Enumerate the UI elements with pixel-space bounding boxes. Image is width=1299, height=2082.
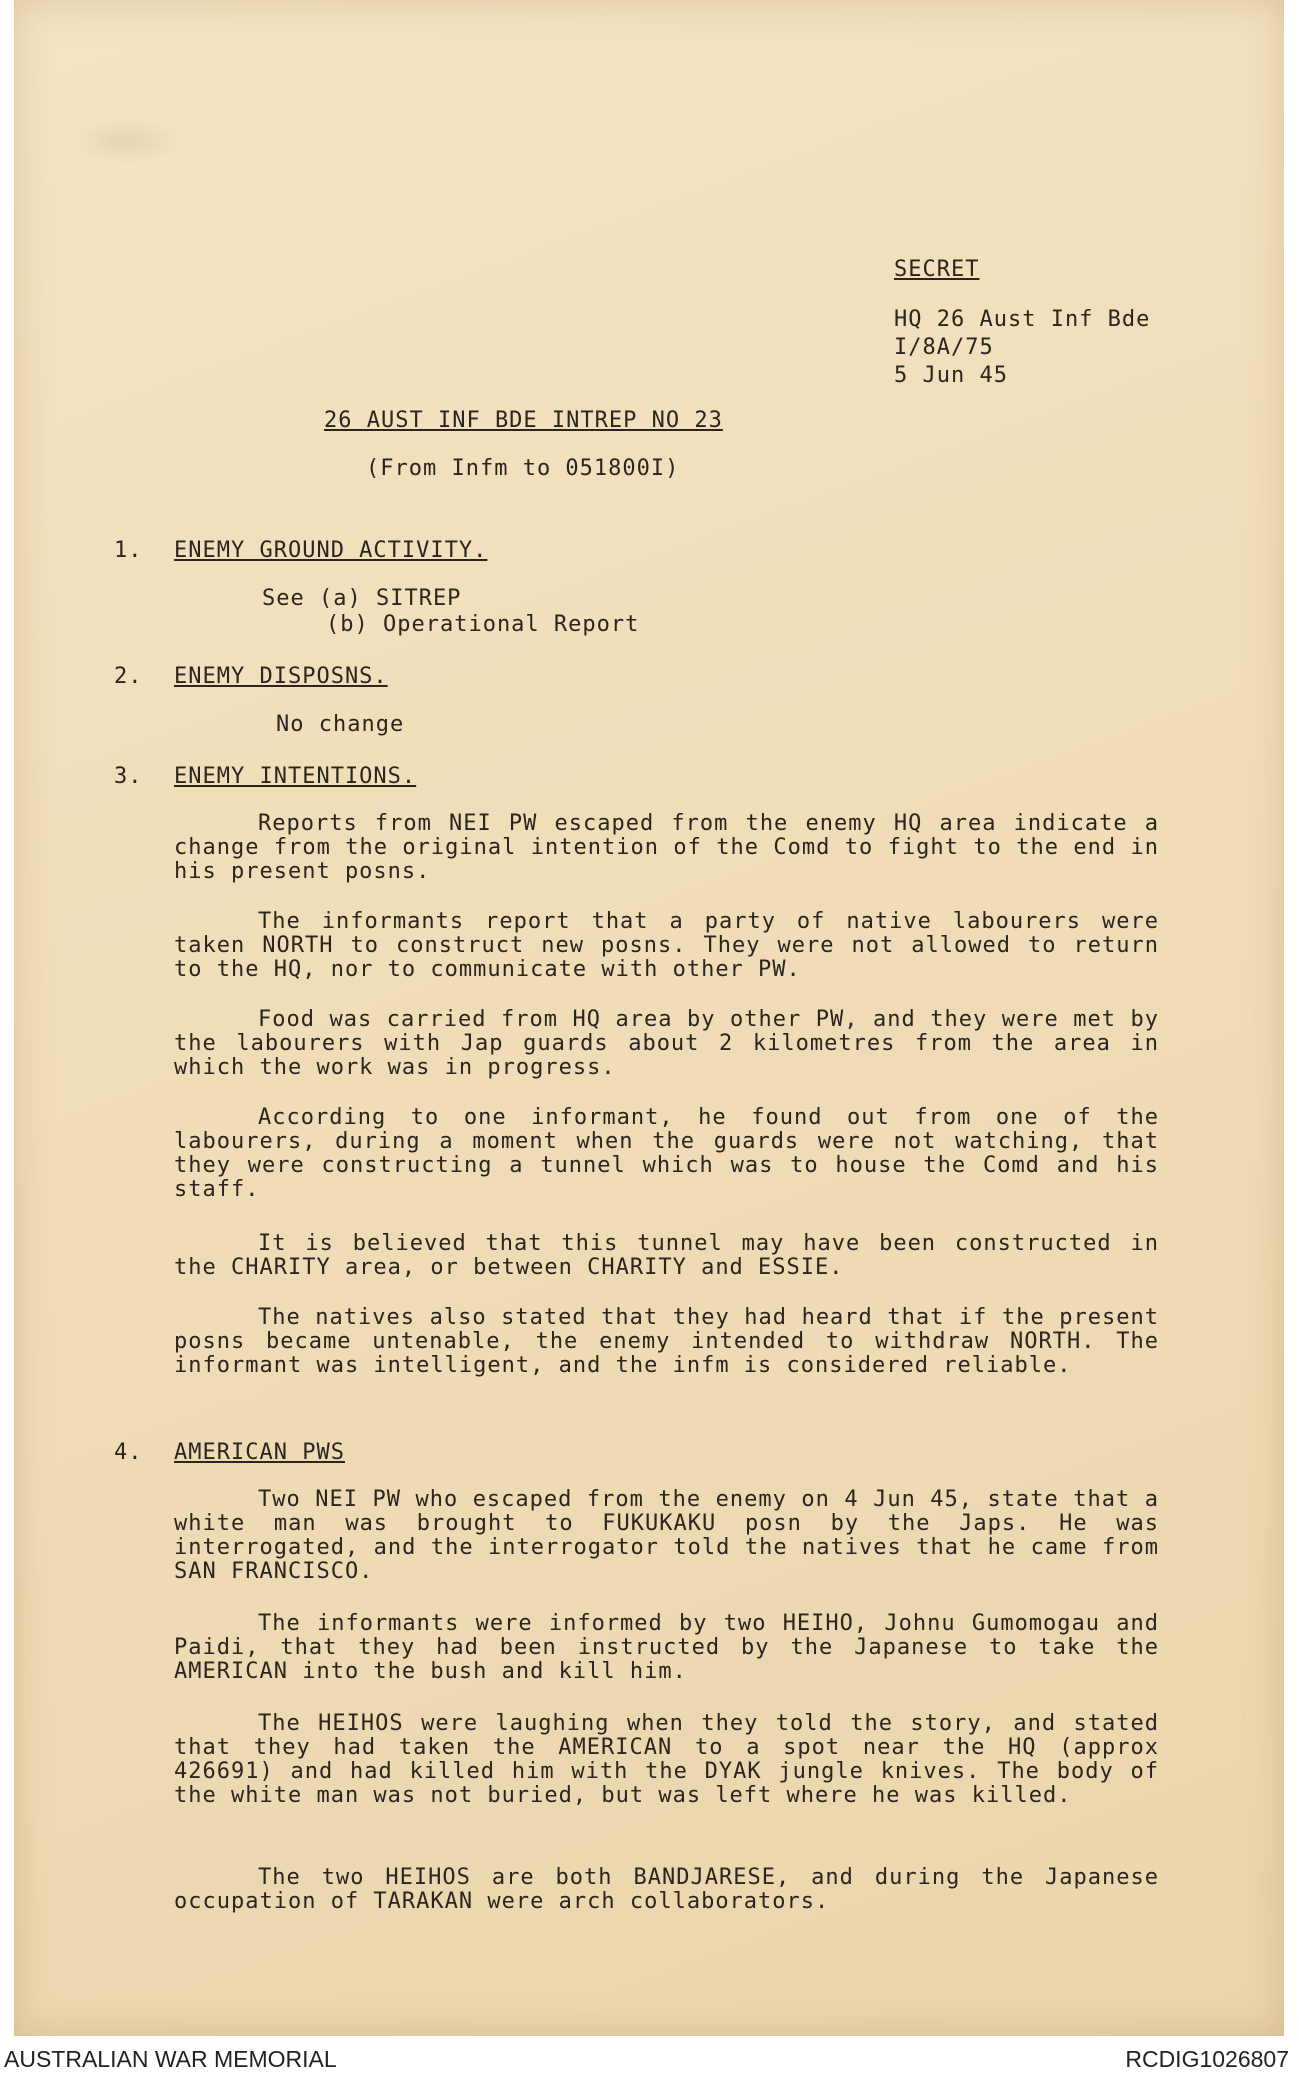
section-3-paragraph-1: Reports from NEI PW escaped from the enemy HQ area indicate a change from the original intention of the Comd to fight to the end in his present posns. <box>174 811 1174 884</box>
section-3-paragraph-5: It is believed that this tunnel may have been constructed in the CHARITY area, or between CHARITY and ESSIE. <box>174 1231 1174 1280</box>
section-4-number: 4. <box>114 1440 143 1465</box>
section-1-line-a: See (a) SITREP <box>262 586 462 611</box>
section-1-title: ENEMY GROUND ACTIVITY. <box>174 538 488 563</box>
reference-line: I/8A/75 <box>894 335 994 360</box>
section-4-paragraph-1: Two NEI PW who escaped from the enemy on 4 Jun 45, state that a white man was brought to FUKUKAKU posn by the Japs. He was interrogated, and the interrogator told the natives that he came from SAN FRANCISCO. <box>174 1487 1174 1584</box>
section-2-title: ENEMY DISPOSNS. <box>174 664 388 689</box>
document-page <box>14 0 1284 2036</box>
footer-record-id: RCDIG1026807 <box>1125 2046 1289 2072</box>
section-3-paragraph-6: The natives also stated that they had heard that if the present posns became untenable, the enemy intended to withdraw NORTH. The informant was intelligent, and the infm is considered reliable. <box>174 1305 1174 1378</box>
section-2-line: No change <box>276 712 405 737</box>
header-block <box>894 256 1150 390</box>
section-4-paragraph-2: The informants were informed by two HEIHO, Johnu Gumomogau and Paidi, that they had been instructed by the Japanese to take the AMERICAN into the bush and kill him. <box>174 1611 1174 1684</box>
section-3-paragraph-2: The informants report that a party of native labourers were taken NORTH to construct new posns. They were not allowed to return to the HQ, nor to communicate with other PW. <box>174 909 1174 982</box>
section-4-paragraph-4: The two HEIHOS are both BANDJARESE, and during the Japanese occupation of TARAKAN were arch collaborators. <box>174 1865 1174 1914</box>
section-3-title: ENEMY INTENTIONS. <box>174 764 417 789</box>
hq-line: HQ 26 Aust Inf Bde <box>894 307 1151 332</box>
section-4-paragraph-3: The HEIHOS were laughing when they told the story, and stated that they had taken the AMERICAN to a spot near the HQ (approx 426691) and had killed him with the DYAK jungle knives. The body of the white man was not buried, but was left where he was killed. <box>174 1711 1174 1808</box>
intrep-document <box>14 0 1284 2036</box>
section-1-number: 1. <box>114 538 143 563</box>
footer-institution: AUSTRALIAN WAR MEMORIAL <box>4 2046 337 2072</box>
section-4-title: AMERICAN PWS <box>174 1440 345 1465</box>
date-line: 5 Jun 45 <box>894 363 1008 388</box>
section-3-paragraph-4: According to one informant, he found out from one of the labourers, during a moment when the guards were not watching, that they were constructing a tunnel which was to house the Comd and his staff. <box>174 1105 1174 1202</box>
section-2-number: 2. <box>114 664 143 689</box>
classification-label: SECRET <box>894 257 980 282</box>
section-3-number: 3. <box>114 764 143 789</box>
archive-footer <box>0 2040 1299 2082</box>
section-3-paragraph-3: Food was carried from HQ area by other PW, and they were met by the labourers with Jap guards about 2 kilometres from the area in which the work was in progress. <box>174 1007 1174 1080</box>
section-1-line-b: (b) Operational Report <box>326 612 640 637</box>
document-title: 26 AUST INF BDE INTREP NO 23 <box>324 408 723 433</box>
document-subtitle: (From Infm to 051800I) <box>366 456 680 481</box>
